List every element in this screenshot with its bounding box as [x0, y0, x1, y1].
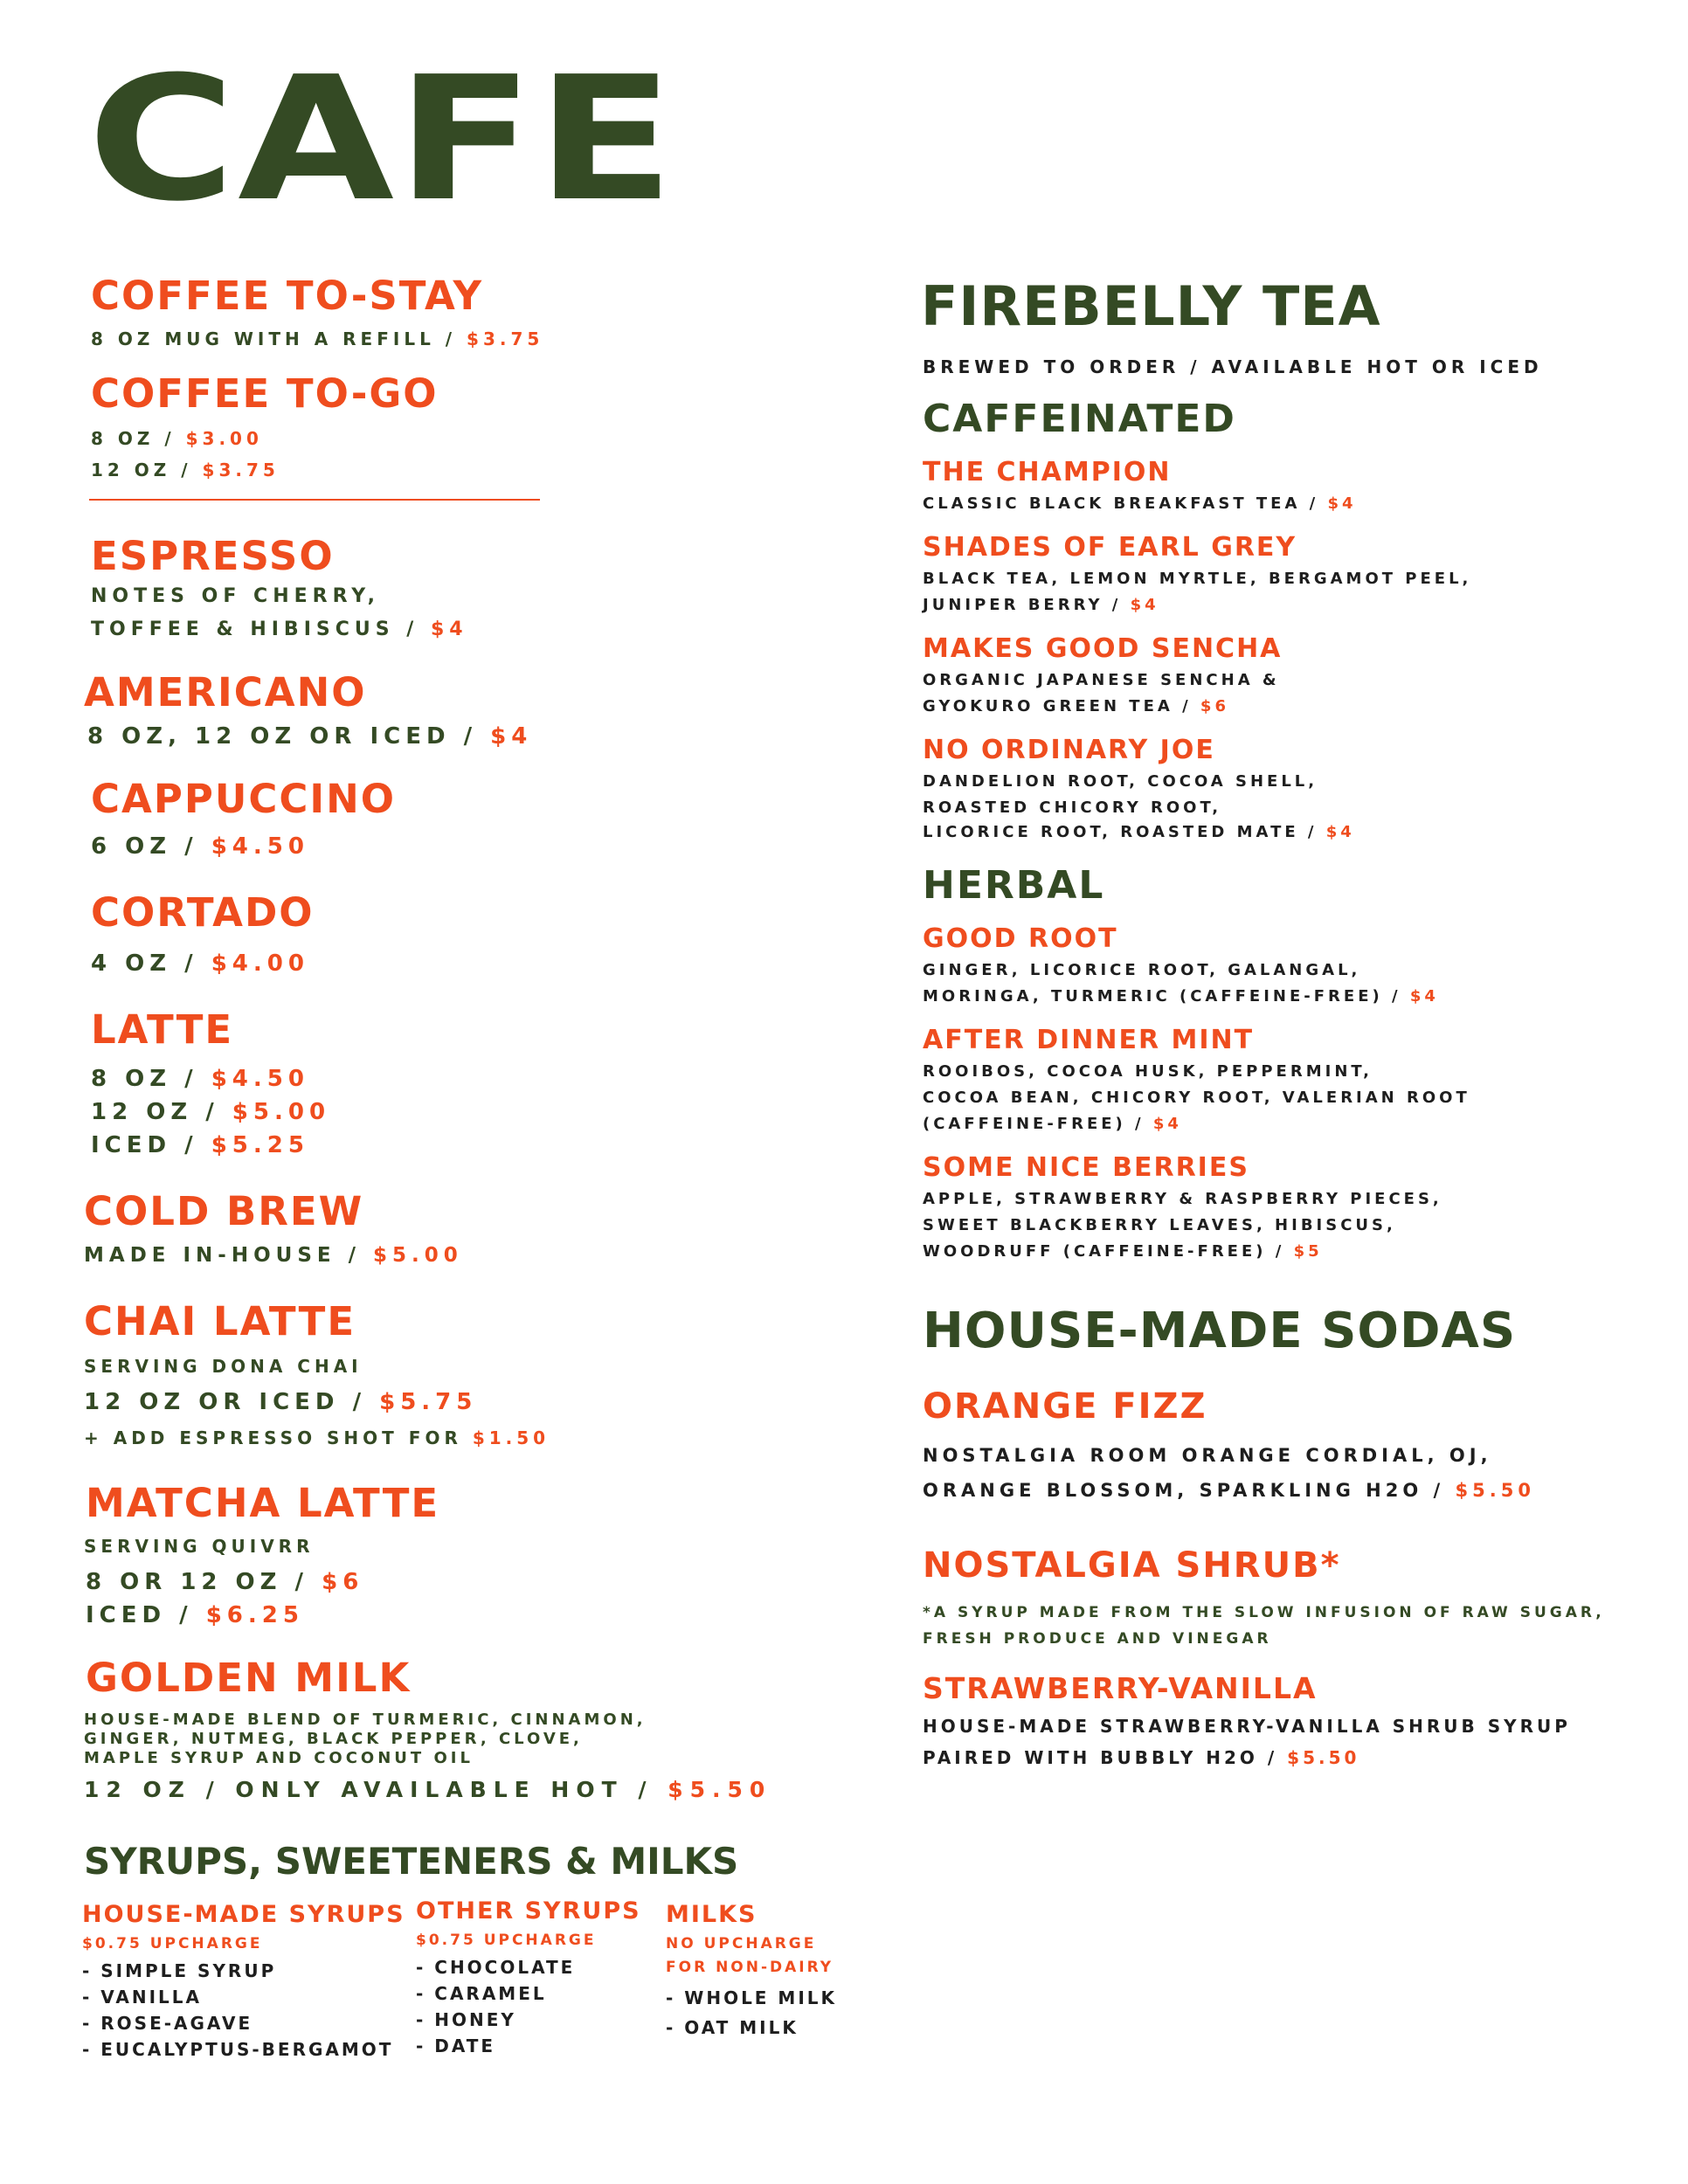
desc-latte-iced	[91, 1134, 309, 1157]
price: $6.25	[205, 1602, 304, 1628]
desc-text: 8 OR 12 OZ /	[86, 1569, 322, 1595]
desc-text: WOODRUFF (CAFFEINE-FREE) /	[923, 1242, 1294, 1261]
desc-golden-milk-3: MAPLE SYRUP AND COCONUT OIL	[84, 1749, 474, 1767]
tea-subtitle: BREWED TO ORDER / AVAILABLE HOT OR ICED	[923, 356, 1543, 377]
list-item: - HONEY	[416, 2009, 516, 2030]
item-matcha-latte: MATCHA LATTE	[86, 1480, 440, 1526]
caffeinated-heading: CAFFEINATED	[923, 397, 1236, 441]
item-the-champion: THE CHAMPION	[923, 457, 1172, 487]
desc-text: PAIRED WITH BUBBLY H2O /	[923, 1747, 1288, 1768]
desc-joe-1: DANDELION ROOT, COCOA SHELL,	[923, 772, 1318, 791]
desc-text: MADE IN-HOUSE /	[84, 1244, 374, 1267]
item-golden-milk: GOLDEN MILK	[86, 1655, 412, 1701]
price: $4	[1130, 596, 1159, 614]
desc-text: 8 OZ MUG WITH A REFILL /	[91, 328, 467, 349]
syrups-heading: SYRUPS, SWEETENERS & MILKS	[84, 1840, 739, 1883]
desc-golden-milk-1: HOUSE-MADE BLEND OF TURMERIC, CINNAMON,	[84, 1711, 647, 1729]
price: $5.50	[668, 1777, 772, 1802]
sodas-heading: HOUSE-MADE SODAS	[923, 1303, 1517, 1359]
desc-text: CLASSIC BLACK BREAKFAST TEA /	[923, 494, 1328, 513]
price: $4	[1325, 823, 1355, 841]
item-espresso: ESPRESSO	[91, 533, 335, 579]
desc-espresso-2	[91, 620, 468, 639]
desc-berries-2: SWEET BLACKBERRY LEAVES, HIBISCUS,	[923, 1216, 1396, 1234]
desc-orange-fizz-2	[923, 1482, 1535, 1500]
price: $4	[490, 723, 533, 750]
price: $1.50	[472, 1427, 550, 1448]
desc-espresso-1: NOTES OF CHERRY,	[91, 585, 380, 607]
list-item: - CHOCOLATE	[416, 1957, 576, 1978]
desc-chai-serving: SERVING DONA CHAI	[84, 1356, 363, 1377]
item-orange-fizz: ORANGE FIZZ	[923, 1386, 1207, 1427]
desc-berries-3	[923, 1244, 1323, 1260]
price: $5.75	[379, 1389, 478, 1415]
list-item: - WHOLE MILK	[666, 1987, 838, 2008]
desc-americano	[87, 725, 532, 748]
desc-text: ICED /	[91, 1132, 211, 1158]
item-good-root: GOOD ROOT	[923, 923, 1118, 954]
desc-text: ICED /	[86, 1602, 206, 1628]
price: $3.00	[185, 428, 263, 449]
desc-coffee-to-go-8oz	[91, 430, 263, 447]
price: $6	[1200, 697, 1229, 715]
desc-golden-milk-size	[84, 1779, 771, 1800]
house-syrups-heading: HOUSE-MADE SYRUPS	[82, 1901, 405, 1928]
list-item: - ROSE-AGAVE	[82, 2013, 253, 2034]
other-syrups-heading: OTHER SYRUPS	[416, 1897, 641, 1925]
item-after-dinner-mint: AFTER DINNER MINT	[923, 1025, 1255, 1055]
desc-text: 6 OZ /	[91, 833, 211, 860]
list-item: - DATE	[416, 2035, 496, 2056]
item-cold-brew: COLD BREW	[84, 1188, 364, 1234]
desc-joe-2: ROASTED CHICORY ROOT,	[923, 798, 1222, 817]
price: $4	[1409, 987, 1439, 1006]
tea-heading: FIREBELLY TEA	[921, 274, 1381, 338]
price: $4.00	[211, 950, 309, 977]
price: $5.50	[1455, 1480, 1535, 1501]
desc-text: GYOKURO GREEN TEA /	[923, 697, 1200, 715]
item-coffee-to-go: COFFEE TO-GO	[91, 370, 439, 417]
item-strawberry-vanilla: STRAWBERRY-VANILLA	[923, 1671, 1318, 1705]
list-item: - SIMPLE SYRUP	[82, 1960, 277, 1981]
desc-latte-8oz	[91, 1068, 309, 1090]
desc-shrub-2: FRESH PRODUCE AND VINEGAR	[923, 1630, 1272, 1648]
desc-text: 12 OZ /	[91, 1099, 232, 1125]
price: $6	[322, 1569, 364, 1595]
desc-text: LICORICE ROOT, ROASTED MATE /	[923, 823, 1326, 841]
house-syrups-column	[82, 1903, 405, 2058]
desc-text: 4 OZ /	[91, 950, 211, 977]
list-item: - OAT MILK	[666, 2017, 799, 2038]
desc-matcha-serving: SERVING QUIVRR	[84, 1536, 315, 1557]
desc-text: (CAFFEINE-FREE) /	[923, 1115, 1153, 1133]
price: $4.50	[211, 833, 309, 860]
desc-text: 12 OZ /	[91, 460, 203, 480]
desc-text: 12 OZ OR ICED /	[84, 1389, 380, 1415]
desc-strawberry-1: HOUSE-MADE STRAWBERRY-VANILLA SHRUB SYRUP	[923, 1716, 1571, 1737]
desc-latte-12oz	[91, 1101, 330, 1123]
herbal-heading: HERBAL	[923, 863, 1105, 908]
desc-earl-grey-1: BLACK TEA, LEMON MYRTLE, BERGAMOT PEEL,	[923, 570, 1472, 588]
desc-text: JUNIPER BERRY /	[923, 596, 1131, 614]
desc-cortado	[91, 952, 309, 975]
desc-sencha-1: ORGANIC JAPANESE SENCHA &	[923, 671, 1280, 689]
item-coffee-to-stay: COFFEE TO-STAY	[91, 273, 484, 319]
price: $5.00	[232, 1099, 331, 1125]
price: $4	[430, 619, 468, 640]
page-title: CAFE	[87, 40, 677, 239]
desc-text: + ADD ESPRESSO SHOT FOR	[84, 1427, 473, 1448]
desc-strawberry-2	[923, 1749, 1359, 1766]
section-divider	[89, 499, 540, 501]
desc-chai-size	[84, 1391, 477, 1413]
price: $5	[1293, 1242, 1323, 1261]
desc-matcha-size	[86, 1571, 363, 1593]
other-syrups-column	[416, 1899, 641, 2055]
desc-chai-addon	[84, 1429, 550, 1447]
desc-text: ORANGE BLOSSOM, SPARKLING H2O /	[923, 1480, 1456, 1501]
desc-mint-2: COCOA BEAN, CHICORY ROOT, VALERIAN ROOT	[923, 1089, 1470, 1107]
item-makes-good-sencha: MAKES GOOD SENCHA	[923, 633, 1283, 664]
desc-orange-fizz-1: NOSTALGIA ROOM ORANGE CORDIAL, OJ,	[923, 1445, 1492, 1466]
item-latte: LATTE	[91, 1006, 234, 1053]
desc-mint-1: ROOIBOS, COCOA HUSK, PEPPERMINT,	[923, 1062, 1373, 1081]
item-no-ordinary-joe: NO ORDINARY JOE	[923, 735, 1215, 765]
price: $4	[1327, 494, 1357, 513]
desc-matcha-iced	[86, 1604, 304, 1627]
item-shades-of-earl-grey: SHADES OF EARL GREY	[923, 532, 1297, 563]
desc-text: 8 OZ /	[91, 1066, 211, 1092]
milks-column	[666, 1903, 837, 2036]
list-item: - EUCALYPTUS-BERGAMOT	[82, 2039, 394, 2060]
desc-text: 8 OZ, 12 OZ OR ICED /	[87, 723, 491, 750]
list-item: - VANILLA	[82, 1987, 203, 2008]
desc-berries-1: APPLE, STRAWBERRY & RASPBERRY PIECES,	[923, 1190, 1442, 1208]
list-item: - CARAMEL	[416, 1983, 547, 2004]
milks-note-1: NO UPCHARGE	[666, 1935, 817, 1952]
price: $5.00	[373, 1244, 463, 1267]
other-syrups-note: $0.75 UPCHARGE	[416, 1932, 597, 1949]
desc-joe-3	[923, 825, 1355, 840]
price: $4	[1152, 1115, 1182, 1133]
item-americano: AMERICANO	[84, 669, 367, 715]
item-chai-latte: CHAI LATTE	[84, 1298, 356, 1344]
milks-note-2: FOR NON-DAIRY	[666, 1959, 834, 1976]
item-cappuccino: CAPPUCCINO	[91, 776, 397, 822]
desc-coffee-to-stay	[91, 330, 543, 348]
price: $3.75	[202, 460, 280, 480]
desc-golden-milk-2: GINGER, NUTMEG, BLACK PEPPER, CLOVE,	[84, 1730, 583, 1748]
desc-mint-3	[923, 1116, 1182, 1132]
desc-text: 8 OZ /	[91, 428, 186, 449]
desc-good-root-1: GINGER, LICORICE ROOT, GALANGAL,	[923, 961, 1361, 979]
desc-sencha-2	[923, 699, 1229, 715]
item-nostalgia-shrub: NOSTALGIA SHRUB*	[923, 1545, 1341, 1586]
desc-good-root-2	[923, 989, 1439, 1005]
house-syrups-note: $0.75 UPCHARGE	[82, 1935, 263, 1952]
desc-earl-grey-2	[923, 598, 1159, 613]
item-cortado: CORTADO	[91, 889, 315, 936]
price: $5.50	[1287, 1747, 1360, 1768]
desc-text: TOFFEE & HIBISCUS /	[91, 619, 431, 640]
price: $4.50	[211, 1066, 309, 1092]
item-some-nice-berries: SOME NICE BERRIES	[923, 1152, 1249, 1183]
desc-coffee-to-go-12oz	[91, 461, 280, 479]
desc-text: MORINGA, TURMERIC (CAFFEINE-FREE) /	[923, 987, 1410, 1006]
desc-shrub-1: *A SYRUP MADE FROM THE SLOW INFUSION OF RAW SUGAR,	[923, 1604, 1605, 1621]
desc-the-champion	[923, 496, 1357, 512]
milks-heading: MILKS	[666, 1901, 758, 1928]
desc-text: 12 OZ / ONLY AVAILABLE HOT /	[84, 1777, 668, 1802]
desc-cold-brew	[84, 1246, 463, 1266]
price: $5.25	[211, 1132, 309, 1158]
desc-cappuccino	[91, 835, 309, 858]
price: $3.75	[467, 328, 544, 349]
